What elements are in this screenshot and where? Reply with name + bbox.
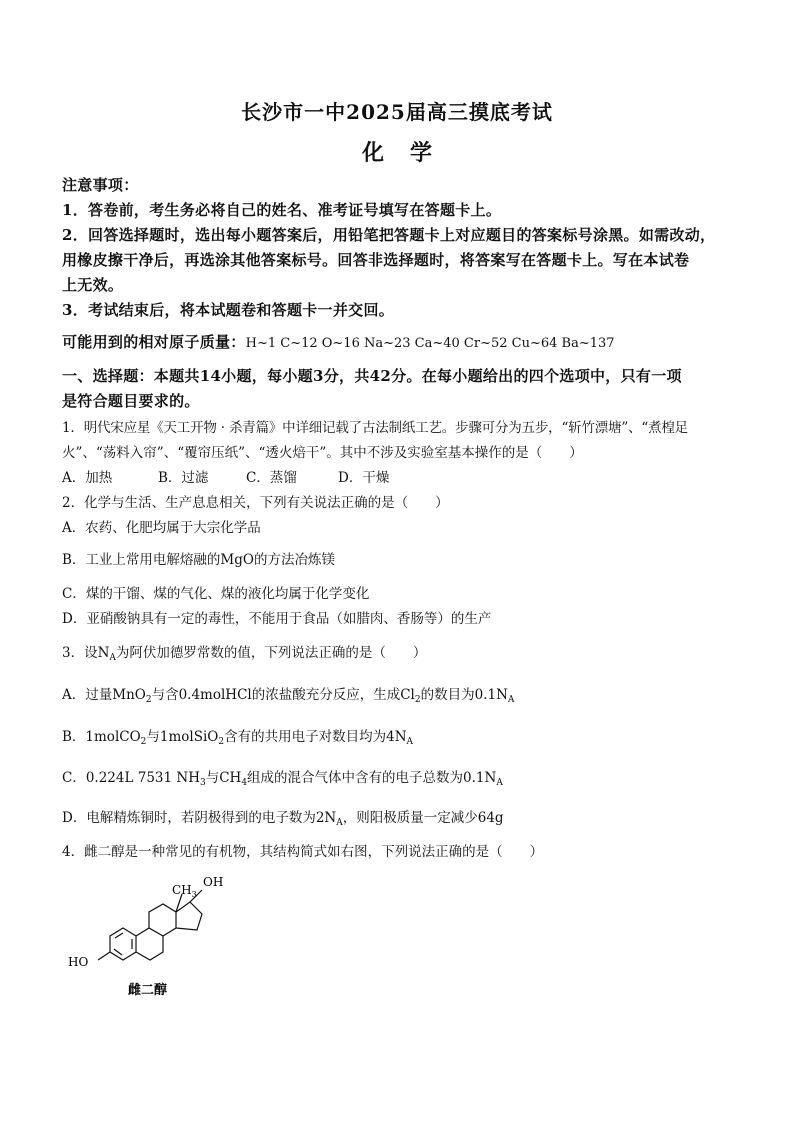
q3-option-c: C．0.224L 7531 $NH_3$与$CH_4$组成的混合气体中含有的电子总数为$0.1N_A$ xyxy=(62,770,503,788)
atomic-mass-line xyxy=(62,331,732,352)
oh-top-label: OH xyxy=(203,875,224,889)
section-1-line-1: 一、选择题：本题共14小题，每小题3分，共42分。在每小题给出的四个选项中，只有一项 xyxy=(62,367,682,385)
notes-heading: 注意事项： xyxy=(62,176,139,194)
notes-item-2-line-1: 2．回答选择题时，选出每小题答案后，用铅笔把答题卡上对应题目的答案标号涂黑。如需改动， xyxy=(62,226,716,244)
q1-option-d: D．干燥 xyxy=(338,470,390,486)
q2-option-d: D．亚硝酸钠具有一定的毒性，不能用于食品（如腊肉、香肠等）的生产 xyxy=(62,611,492,627)
q1-stem-line-2: 火”、“荡料入帘”、“覆帘压纸”、“透火焙干”。其中不涉及实验室基本操作的是（ ） xyxy=(62,445,583,461)
structure-caption: 雌二醇 xyxy=(128,983,168,998)
subject-title: 化学 xyxy=(361,140,458,166)
section-1-line-2: 是符合题目要求的。 xyxy=(62,392,200,410)
notes-item-1: 1．答卷前，考生务必将自己的姓名、准考证号填写在答题卡上。 xyxy=(62,201,502,219)
q1-option-a: A．加热 xyxy=(62,470,113,486)
notes-item-3: 3．考试结束后，将本试题卷和答题卡一并交回。 xyxy=(62,301,395,319)
atomic-mass-values: H~1 C~12 O~16 Na~23 Ca~40 Cr~52 Cu~64 Ba~137 xyxy=(245,336,615,351)
q1-option-c: C．蒸馏 xyxy=(246,470,297,486)
notes-item-2-line-3: 上无效。 xyxy=(62,276,124,294)
q3-option-b: B．1molCO$_2$与1molSiO$_2$含有的共用电子对数目均为$4N_A$ xyxy=(62,729,414,747)
q1-option-b: B．过滤 xyxy=(158,470,209,486)
q1-stem-line-1: 1．明代宋应星《天工开物 · 杀青篇》中详细记载了古法制纸工艺。步骤可分为五步，“斩竹漂塘”、“煮楻足 xyxy=(62,420,688,436)
methyl-label: $CH_3$ xyxy=(172,883,197,899)
q4-stem: 4．雌二醇是一种常见的有机物，其结构简式如右图，下列说法正确的是（ ） xyxy=(62,844,544,860)
q2-option-c: C．煤的干馏、煤的气化、煤的液化均属于化学变化 xyxy=(62,586,370,602)
q2-stem: 2．化学与生活、生产息息相关，下列有关说法正确的是（ ） xyxy=(62,495,449,511)
q2-option-a: A．农药、化肥均属于大宗化学品 xyxy=(62,520,261,536)
notes-item-2-line-2: 用橡皮擦干净后，再选涂其他答案标号。回答非选择题时，将答案写在答题卡上。写在本试卷 xyxy=(62,251,690,269)
q3-option-a: A．过量MnO$_2$与含0.4molHCl的浓盐酸充分反应，生成$Cl_2$的数目为$0.1N_A$ xyxy=(62,687,515,705)
q3-option-d: D．电解精炼铜时，若阴极得到的电子数为$2N_A$，则阳极质量一定减少64g xyxy=(62,810,504,828)
estradiol-bonds xyxy=(98,890,202,960)
q3-stem: 3．设$N_A$为阿伏加德罗常数的值，下列说法正确的是（ ） xyxy=(62,645,427,663)
oh-left-label: HO xyxy=(68,955,89,969)
q2-option-b: B．工业上常用电解熔融的MgO的方法冶炼镁 xyxy=(62,552,335,568)
exam-title: 长沙市一中2025届高三摸底考试 xyxy=(241,100,553,124)
atomic-mass-label: 可能用到的相对原子质量： xyxy=(62,333,246,351)
estradiol-structure xyxy=(62,868,262,1003)
